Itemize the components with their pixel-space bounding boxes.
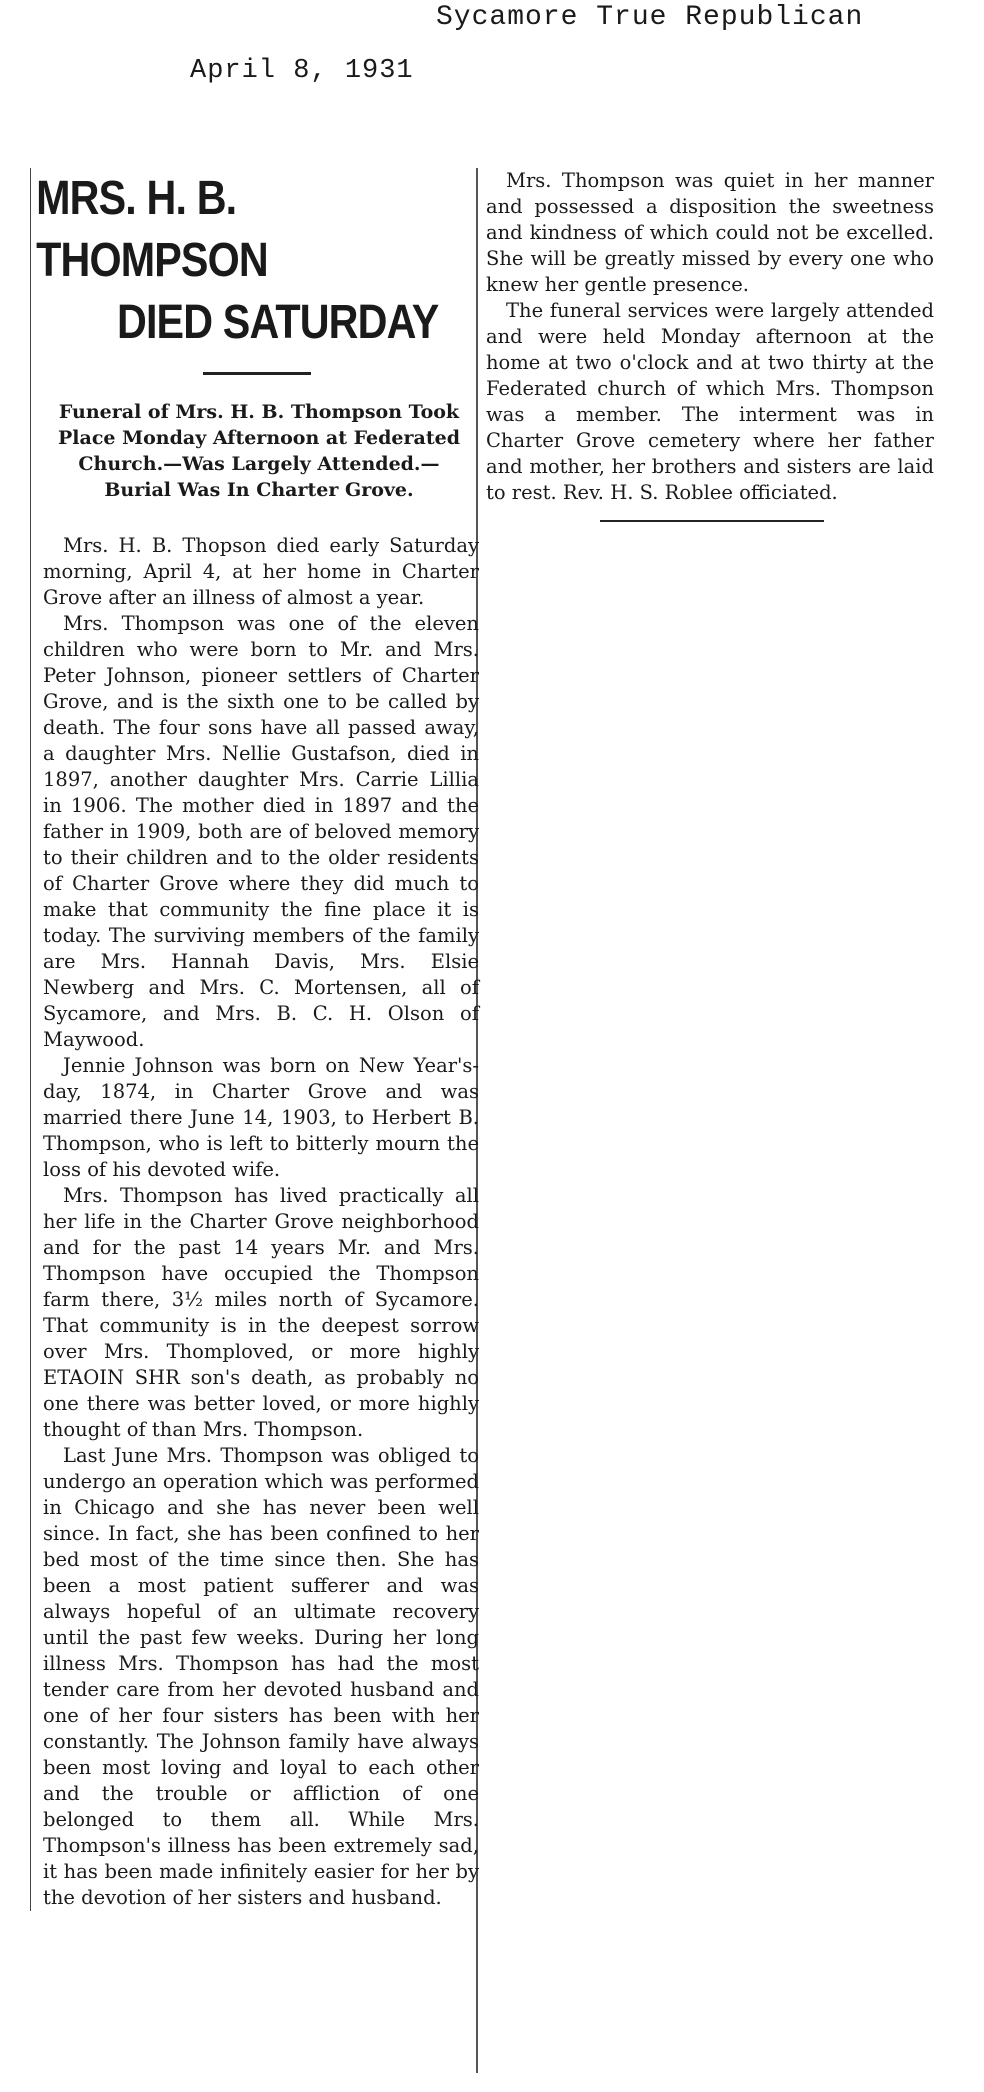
- paragraph: Mrs. H. B. Thopson died early Saturday morning, April 4, at her home in Charter Grove after an illness of almost a year.: [43, 534, 479, 609]
- paragraph: The funeral services were largely attended and were held Monday afternoon at the home at two o'clock and at two thirty at the Federated church of which Mrs. Thompson was a member. The interment was in Charter Grove cemetery where her father and mother, her brothers and sisters are laid to rest. Rev. H. S. Roblee officiated.: [486, 299, 934, 504]
- paragraph: Last June Mrs. Thompson was obliged to undergo an operation which was performed in Chicago and she has never been well since. In fact, she has been confined to her bed most of the time since then. She has been a most patient sufferer and was always hopeful of an ultimate recovery until the past few weeks. During her long illness Mrs. Thompson has had the most tender care from her devoted husband and one of her four sisters has been with her constantly. The Johnson family have always been most loving and loyal to each other and the trouble or affliction of one belonged to them all. While Mrs. Thompson's illness has been extremely sad, it has been made infinitely easier for her by the devotion of her sisters and husband.: [43, 1444, 479, 1909]
- headline: [31, 168, 478, 354]
- paragraph: Mrs. Thompson was quiet in her manner and possessed a disposition the sweetness and kindness of which could not be excelled. She will be greatly missed by every one who knew her gentle presence.: [486, 169, 934, 296]
- subheadline-deck: Funeral of Mrs. H. B. Thompson Took Place Monday Afternoon at Federated Church.—Was Largely Attended.—Burial Was In Charter Grove.: [58, 401, 460, 501]
- newspaper-name: Sycamore True Republican: [436, 2, 864, 33]
- end-rule: [600, 520, 824, 522]
- headline-rule: [203, 372, 311, 375]
- paragraph: Mrs. Thompson has lived practically all her life in the Charter Grove neighborhood and for the past 14 years Mr. and Mrs. Thompson have occupied the Thompson farm there, 3½ miles north of Sycamore. That community is in the deepest sorrow over Mrs. Thomploved, or more highly ETAOIN SHR son's death, as probably no one there was better loved, or more highly thought of than Mrs. Thompson.: [43, 1184, 479, 1441]
- article-body-right: [486, 168, 934, 506]
- paragraph: Jennie Johnson was born on New Year's-day, 1874, in Charter Grove and was married there June 14, 1903, to Herbert B. Thompson, who is left to bitterly mourn the loss of his devoted wife.: [43, 1054, 479, 1181]
- headline-line-1: MRS. H. B. THOMPSON: [36, 172, 268, 287]
- article-body-left: [43, 533, 479, 1911]
- right-column: [486, 168, 938, 522]
- headline-line-2: DIED SATURDAY: [117, 296, 439, 349]
- paragraph: Mrs. Thompson was one of the eleven children who were born to Mr. and Mrs. Peter Johnson, pioneer settlers of Charter Grove, and is the sixth one to be called by death. The four sons have all passed away, a daughter Mrs. Nellie Gustafson, died in 1897, another daughter Mrs. Carrie Lillia in 1906. The mother died in 1897 and the father in 1909, both are of beloved memory to their children and to the older residents of Charter Grove where they did much to make that community the fine place it is today. The surviving members of the family are Mrs. Hannah Davis, Mrs. Elsie Newberg and Mrs. C. Mortensen, all of Sycamore, and Mrs. B. C. H. Olson of Maywood.: [43, 612, 479, 1051]
- left-column: [30, 168, 483, 1911]
- clipping-date: April 8, 1931: [190, 56, 414, 86]
